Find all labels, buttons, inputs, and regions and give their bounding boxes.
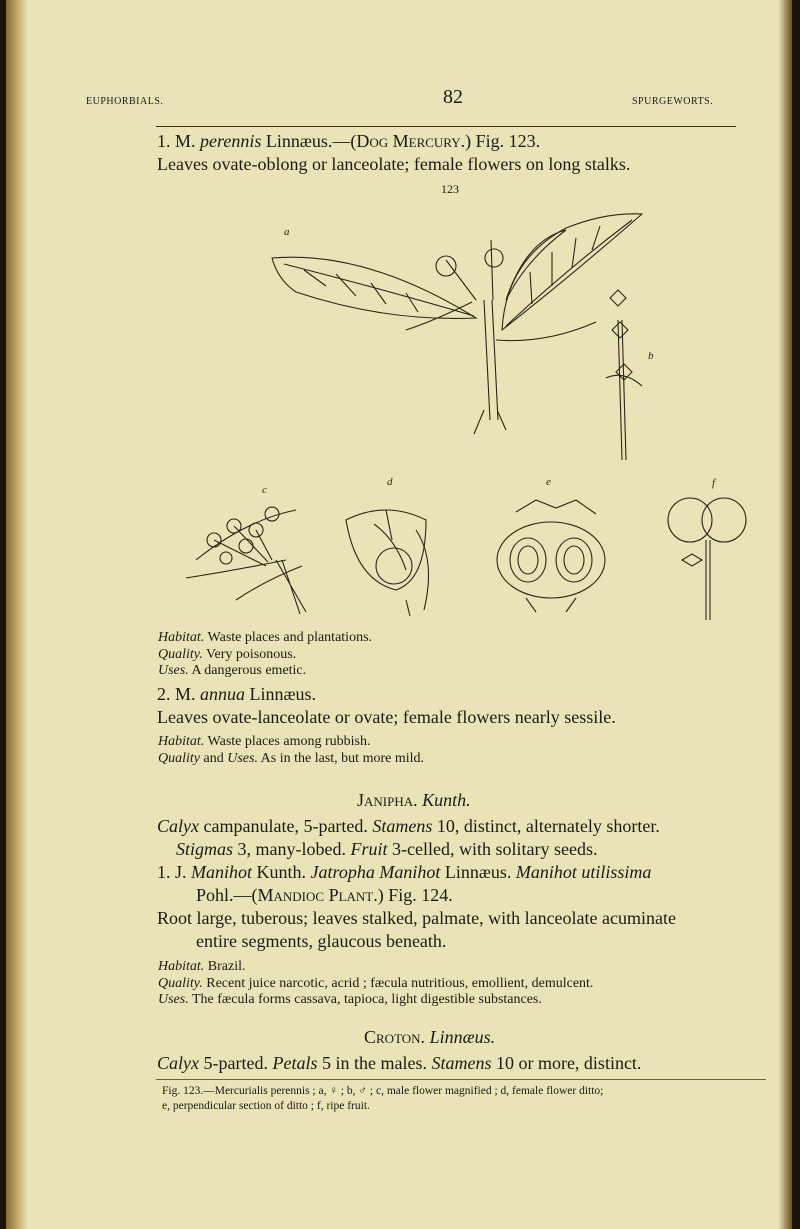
stamens-text: 10, distinct, alternately shorter. — [432, 816, 660, 836]
uses-label: Uses. — [158, 992, 189, 1007]
genus-croton-heading — [364, 1027, 495, 1048]
species-3-habitat — [158, 959, 246, 975]
species-3-authority: Kunth. — [252, 862, 311, 882]
species-1-uses — [158, 663, 306, 679]
stamens-text: 10 or more, distinct. — [491, 1053, 642, 1073]
term-stigmas: Stigmas — [176, 839, 234, 859]
quality-label: Quality. — [158, 976, 203, 991]
habitat-text: Waste places and plantations. — [204, 630, 373, 645]
species-2-heading — [157, 684, 316, 705]
term-calyx: Calyx — [157, 1053, 199, 1073]
running-header-left: EUPHORBIALS. — [86, 96, 164, 107]
species-3-description-1: Root large, tuberous; leaves stalked, palmate, with lanceolate acuminate — [157, 908, 676, 928]
uses-text: The fæcula forms cassava, tapioca, light digestible substances. — [188, 992, 542, 1007]
fruit-text: 3-celled, with solitary seeds. — [387, 839, 598, 859]
species-2-genus-abbr: M. — [175, 684, 196, 704]
book-page — [6, 0, 792, 1229]
term-stamens: Stamens — [372, 816, 433, 836]
quality-text: Recent juice narcotic, acrid ; fæcula nutritious, emollient, demulcent. — [202, 976, 594, 991]
figure-label-a: a — [284, 226, 290, 238]
species-1-common-name: Dog Mercury — [356, 131, 461, 151]
quality-text: Very poisonous. — [202, 647, 297, 662]
figure-label-b: b — [648, 350, 654, 362]
stigmas-text: 3, many-lobed. — [233, 839, 351, 859]
genus-name: Croton. — [364, 1027, 426, 1047]
figure-caption-line-2: e, perpendicular section of ditto ; f, ripe fruit. — [162, 1100, 370, 1112]
figure-label-c: c — [262, 484, 267, 496]
species-2-name: annua — [200, 684, 246, 704]
habitat-label: Habitat. — [158, 734, 205, 749]
species-1-number: 1. — [157, 131, 171, 151]
female-flower-d — [346, 510, 429, 616]
section-e — [497, 500, 605, 612]
genus-authority: Kunth. — [422, 790, 471, 810]
species-3-synonym-2: Manihot utilissima — [515, 862, 652, 882]
habitat-text: Brazil. — [204, 959, 246, 974]
species-1-genus-abbr: M. — [175, 131, 196, 151]
species-3-authority-2: Pohl.—( — [196, 885, 258, 905]
genus-authority: Linnæus. — [429, 1027, 496, 1047]
species-2-authority: Linnæus. — [245, 684, 317, 704]
species-2-habitat — [158, 734, 370, 750]
species-3-genus-abbr: J. — [175, 862, 187, 882]
species-1-name: perennis — [200, 131, 262, 151]
species-2-quality-uses — [158, 751, 424, 767]
species-3-uses — [158, 992, 542, 1008]
figure-label-d: d — [387, 476, 393, 488]
petals-text: 5 in the males. — [317, 1053, 432, 1073]
species-1-description: Leaves ovate-oblong or lanceolate; female flowers on long stalks. — [157, 154, 631, 174]
term-stamens: Stamens — [431, 1053, 492, 1073]
footnote-rule — [156, 1079, 766, 1080]
flower-spike-b — [606, 290, 642, 460]
species-3-heading — [157, 862, 651, 883]
calyx-text: campanulate, 5-parted. — [199, 816, 373, 836]
uses-text: A dangerous emetic. — [188, 663, 307, 678]
quality-label: Quality. — [158, 647, 203, 662]
page-number: 82 — [443, 86, 463, 108]
croton-characters — [157, 1053, 641, 1074]
uses-label: Uses. — [227, 751, 258, 766]
species-3-name: Manihot — [191, 862, 253, 882]
janipha-char-line-2 — [176, 839, 597, 860]
species-2-description: Leaves ovate-lanceolate or ovate; female flowers nearly sessile. — [157, 707, 616, 727]
figure-123-illustration — [6, 0, 792, 640]
species-3-quality — [158, 976, 593, 992]
species-1-fig-ref: .) Fig. 123. — [460, 131, 541, 151]
ripe-fruit-f — [668, 498, 746, 620]
male-flower-c — [186, 507, 306, 614]
conjunction: and — [200, 751, 228, 766]
species-3-common-name: Mandioc Plant — [257, 885, 374, 905]
term-petals: Petals — [272, 1053, 318, 1073]
running-header-right: SPURGEWORTS. — [632, 96, 714, 107]
genus-name: Janipha. — [357, 790, 418, 810]
janipha-char-line-1 — [157, 816, 660, 837]
figure-caption-line-1: Fig. 123.—Mercurialis perennis ; a, ♀ ; b, ♂ ; c, male flower magnified ; d, female flower ditto; — [162, 1085, 604, 1097]
species-3-synonym-authority: Linnæus. — [440, 862, 516, 882]
figure-label-e: e — [546, 476, 551, 488]
habitat-text: Waste places among rubbish. — [204, 734, 371, 749]
figure-label-f: f — [712, 477, 716, 489]
quality-label: Quality — [158, 751, 200, 766]
habitat-label: Habitat. — [158, 630, 205, 645]
species-3-synonym: Jatropha Manihot — [310, 862, 441, 882]
habitat-label: Habitat. — [158, 959, 205, 974]
plant-sprig-a — [272, 214, 642, 434]
uses-label: Uses. — [158, 663, 189, 678]
calyx-text: 5-parted. — [199, 1053, 273, 1073]
species-1-quality — [158, 647, 296, 663]
species-3-heading-cont — [196, 885, 453, 906]
term-fruit: Fruit — [350, 839, 388, 859]
term-calyx: Calyx — [157, 816, 199, 836]
species-3-number: 1. — [157, 862, 171, 882]
quality-uses-text: As in the last, but more mild. — [257, 751, 424, 766]
species-1-authority: Linnæus.—( — [261, 131, 357, 151]
species-3-fig-ref: .) Fig. 124. — [373, 885, 453, 905]
species-2-number: 2. — [157, 684, 171, 704]
species-3-description-2: entire segments, glaucous beneath. — [196, 931, 447, 951]
genus-janipha-heading — [357, 790, 471, 811]
figure-number: 123 — [441, 182, 459, 196]
species-1-habitat — [158, 630, 372, 646]
